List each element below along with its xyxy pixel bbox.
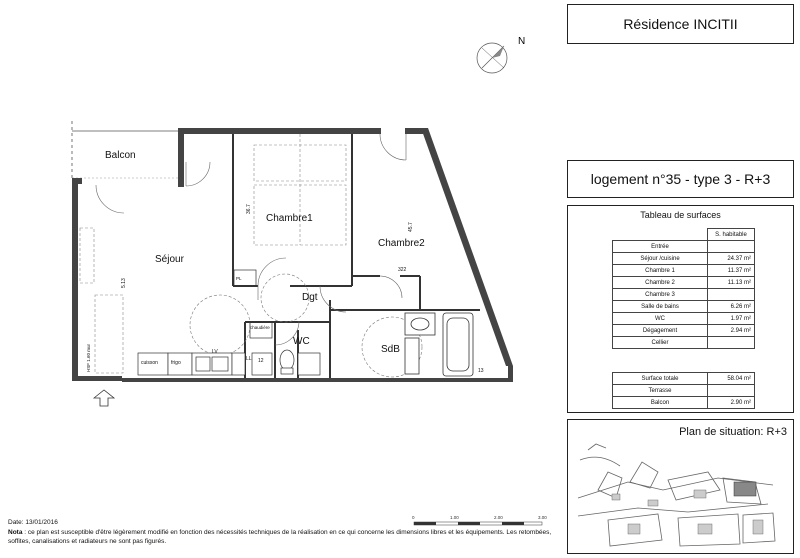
- label-frigo: frigo: [171, 360, 181, 366]
- total-value: 58.04 m²: [708, 373, 755, 385]
- surface-room-label: Dégagement: [613, 325, 708, 337]
- surface-row: [613, 241, 755, 253]
- total-row: [613, 385, 755, 397]
- surface-room-label: Entrée: [613, 241, 708, 253]
- dim-12: 12: [258, 358, 264, 364]
- scale-label-1: 1.00: [450, 515, 459, 520]
- label-chaudiere: chaudière: [250, 325, 270, 330]
- surface-room-value: [708, 241, 755, 253]
- note-prefix: Nota: [8, 529, 23, 536]
- surface-room-label: Chambre 3: [613, 289, 708, 301]
- surfaces-header-blank: [613, 229, 708, 241]
- dim-13: 13: [478, 368, 484, 374]
- room-chambre1: Chambre1: [266, 213, 313, 224]
- disclaimer-note: [8, 528, 568, 546]
- surface-room-label: Chambre 1: [613, 265, 708, 277]
- surface-room-value: [708, 337, 755, 349]
- residence-title: Résidence INCITII: [623, 16, 738, 32]
- dim-hsf: HSF 1.60 mur: [86, 343, 91, 372]
- residence-title-box: [567, 4, 794, 44]
- surface-room-value: 1.97 m²: [708, 313, 755, 325]
- surface-row: [613, 337, 755, 349]
- dim-sejour: 5.13: [121, 278, 127, 288]
- total-label: Surface totale: [613, 373, 708, 385]
- total-label: Terrasse: [613, 385, 708, 397]
- logement-label: logement n°35 - type 3 - R+3: [590, 171, 771, 187]
- surface-room-value: 11.37 m²: [708, 265, 755, 277]
- situation-map: [568, 420, 793, 553]
- scale-label-0: 0: [412, 515, 415, 520]
- room-sdb: SdB: [381, 344, 400, 355]
- surfaces-table: [612, 228, 755, 349]
- room-balcon: Balcon: [105, 150, 136, 161]
- dim-ch2: 45.7: [408, 222, 414, 232]
- surface-row: [613, 325, 755, 337]
- label-lv: LV: [212, 349, 218, 355]
- surface-room-label: Chambre 2: [613, 277, 708, 289]
- scale-label-3: 3.00: [538, 515, 547, 520]
- surface-room-label: Cellier: [613, 337, 708, 349]
- surface-row: [613, 253, 755, 265]
- total-value: [708, 385, 755, 397]
- surfaces-header-row: [613, 229, 755, 241]
- surfaces-header-label: S. habitable: [708, 229, 755, 241]
- surface-row: [613, 289, 755, 301]
- room-chambre2: Chambre2: [378, 238, 425, 249]
- total-row: [613, 373, 755, 385]
- surface-room-value: 6.26 m²: [708, 301, 755, 313]
- surface-room-value: 11.13 m²: [708, 277, 755, 289]
- entry-arrow-icon: [94, 390, 114, 406]
- logement-box: [567, 160, 794, 198]
- surface-room-value: 24.37 m²: [708, 253, 755, 265]
- surface-room-label: Salle de bains: [613, 301, 708, 313]
- plan-date: Date: 13/01/2016: [8, 519, 58, 526]
- situation-panel: [567, 419, 794, 554]
- scale-label-2: 2.00: [494, 515, 503, 520]
- surface-room-value: [708, 289, 755, 301]
- room-sejour: Séjour: [155, 254, 184, 265]
- dim-322: 322: [398, 267, 407, 273]
- room-wc: WC: [293, 336, 310, 347]
- surface-row: [613, 277, 755, 289]
- compass-n-label: N: [518, 36, 526, 47]
- surface-row: [613, 265, 755, 277]
- surface-room-label: Séjour /cuisine: [613, 253, 708, 265]
- surface-row: [613, 301, 755, 313]
- totals-table: [612, 372, 755, 409]
- total-row: [613, 397, 755, 409]
- room-dgt: Dgt: [302, 292, 318, 303]
- label-pl: PL: [236, 276, 242, 281]
- total-value: 2.90 m²: [708, 397, 755, 409]
- note-text: : ce plan est susceptible d'être légèrement modifié en fonction des nécessités techniques de la réalisation en ce qui concerne les dimensions libres et les équipements. Les retombées, soffites, canalisations et radiateurs ne sont pas figurés.: [8, 529, 552, 545]
- surface-room-label: WC: [613, 313, 708, 325]
- label-cuisson: cuisson: [141, 360, 158, 366]
- dim-ch1: 36.7: [246, 204, 252, 214]
- surface-row: [613, 313, 755, 325]
- situation-title: Plan de situation: R+3: [679, 426, 787, 438]
- label-ll: LL: [246, 356, 252, 362]
- surfaces-title: Tableau de surfaces: [640, 210, 721, 220]
- surface-room-value: 2.94 m²: [708, 325, 755, 337]
- total-label: Balcon: [613, 397, 708, 409]
